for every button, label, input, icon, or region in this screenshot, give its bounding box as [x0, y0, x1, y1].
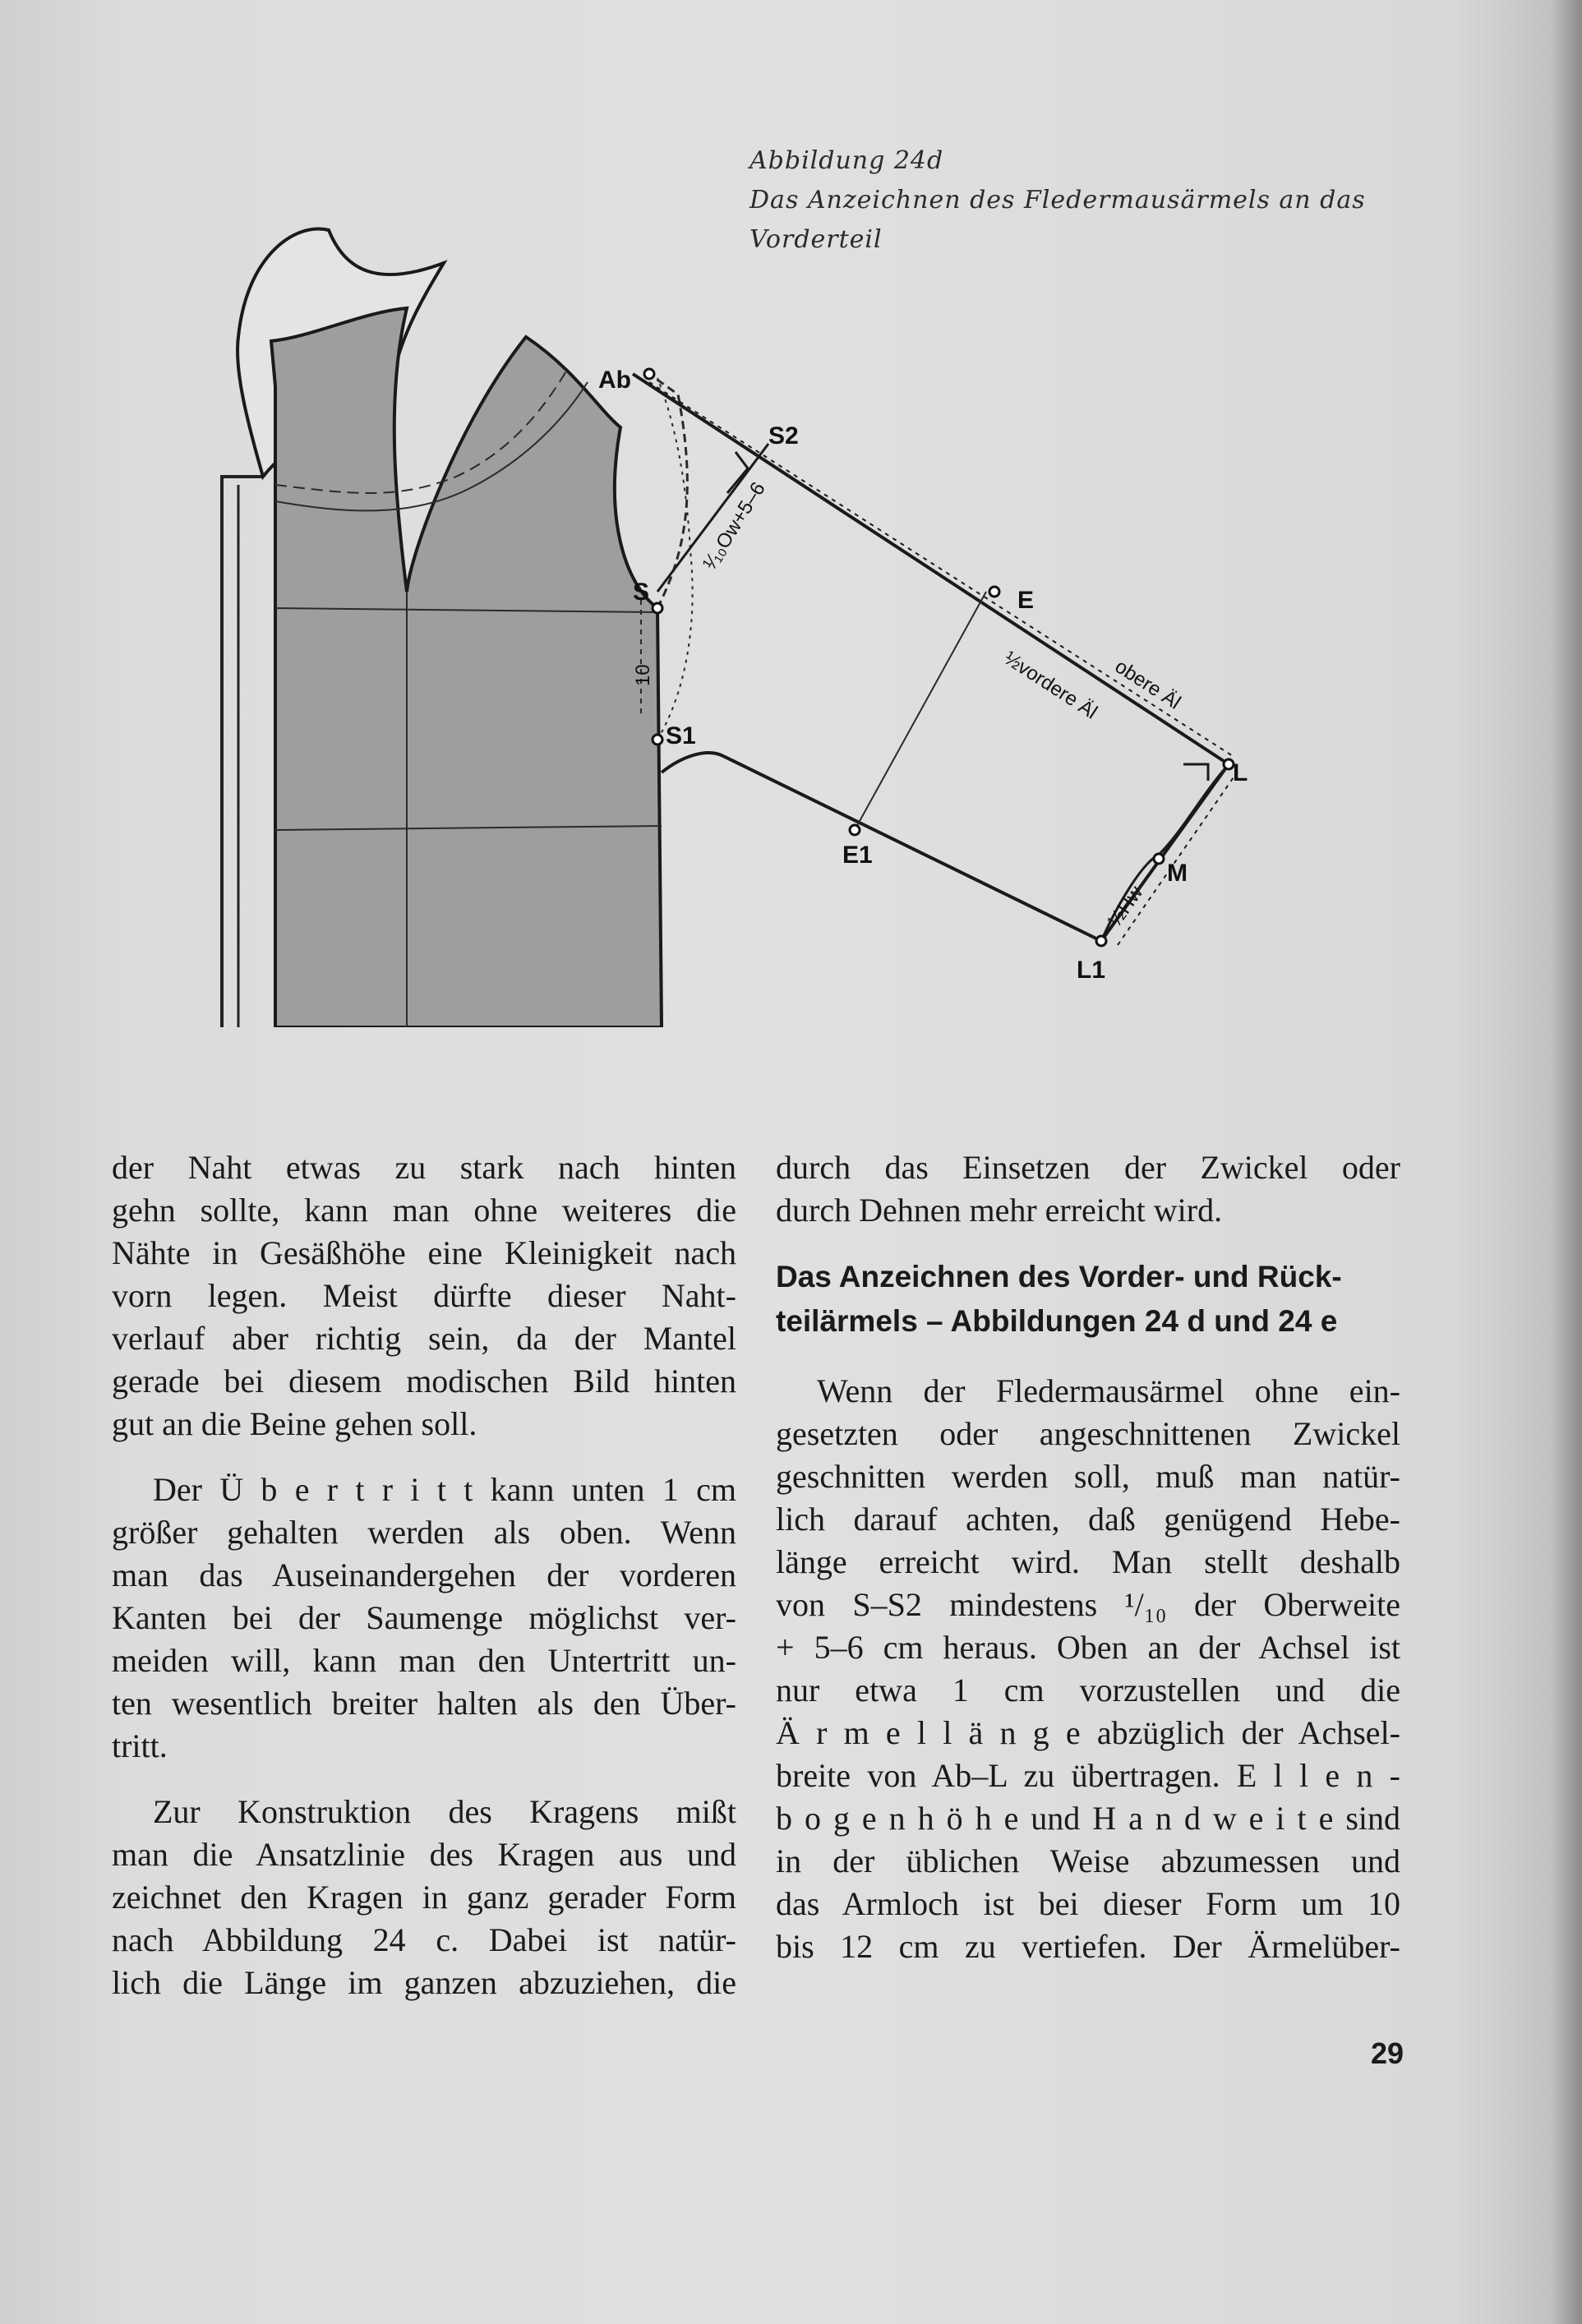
- frame-line-outer: [222, 477, 263, 1027]
- text-line: lich darauf achten, daß genügend Hebe-: [776, 1501, 1400, 1538]
- caption-title: Abbildung 24d: [749, 146, 944, 175]
- point-m: [1154, 854, 1164, 864]
- text-line: gesetzten oder angeschnittenen Zwickel: [776, 1415, 1400, 1452]
- text-line: durch Dehnen mehr erreicht wird.: [776, 1192, 1223, 1229]
- heading-line: teilärmels – Abbildungen 24 d und 24 e: [776, 1304, 1338, 1338]
- paragraph-left-2: [112, 1469, 736, 1768]
- text-line: größer gehalten werden als oben. Wenn: [112, 1514, 736, 1551]
- text-line: lich die Länge im ganzen abzuziehen, die: [112, 1964, 736, 2001]
- section-heading: [776, 1255, 1400, 1344]
- text-line: gehn sollte, kann man ohne weiteres die: [112, 1192, 736, 1229]
- right-column: [776, 1146, 1400, 1991]
- elbow-line: [855, 592, 986, 830]
- label-measure-s-s2: ¹⁄₁₀Ow+5–6: [699, 477, 770, 574]
- pattern-diagram: [0, 205, 1582, 1027]
- point-ab: [644, 369, 654, 379]
- text-line: bis 12 cm zu vertiefen. Der Ärmelüber-: [776, 1928, 1400, 1965]
- text-line: gut an die Beine gehen soll.: [112, 1405, 477, 1442]
- sleeve-top-line: [633, 374, 1229, 764]
- label-m: M: [1167, 860, 1188, 887]
- label-obere: obere Äl: [1110, 655, 1185, 714]
- label-s1: S1: [666, 722, 696, 749]
- armhole-dot: [657, 378, 693, 740]
- paragraph-left-1: [112, 1146, 736, 1446]
- text-line: meiden will, kann man den Untertritt un-: [112, 1642, 736, 1679]
- paragraph-left-3: [112, 1791, 736, 2004]
- label-hw: ½Hw: [1103, 882, 1148, 932]
- text-line: Kanten bei der Saumenge möglichst ver-: [112, 1599, 736, 1636]
- text-line: ten wesentlich breiter halten als den Über-: [112, 1685, 736, 1722]
- text-line: Ä r m e l l ä n g e abzüglich der Achsel-: [776, 1714, 1400, 1751]
- text-line: tritt.: [112, 1727, 168, 1764]
- text-line: vorn legen. Meist dürfte dieser Naht-: [112, 1277, 736, 1314]
- corner-mark-l: [1183, 764, 1208, 781]
- sleeve-top-dash: [649, 382, 1233, 756]
- text-line: b o g e n h ö h e und H a n d w e i t e sind: [776, 1800, 1400, 1837]
- label-s: S: [633, 579, 650, 606]
- text-line: Nähte in Gesäßhöhe eine Kleinigkeit nach: [112, 1234, 736, 1271]
- label-e: E: [1017, 587, 1035, 614]
- text-line: gerade bei diesem modischen Bild hinten: [112, 1363, 736, 1399]
- lower-dash: [1118, 772, 1237, 945]
- text-line: durch das Einsetzen der Zwickel oder: [776, 1149, 1400, 1186]
- text-line: länge erreicht wird. Man stellt deshalb: [776, 1543, 1400, 1580]
- point-e1: [850, 825, 860, 835]
- text-line: Wenn der Fledermausärmel ohne ein-: [817, 1372, 1400, 1409]
- text-line: von S–S2 mindestens ¹/₁₀ der Oberweite: [776, 1586, 1400, 1623]
- text-line: Zur Konstruktion des Kragens mißt: [153, 1793, 736, 1830]
- text-line: in der üblichen Weise abzumessen und: [776, 1842, 1400, 1879]
- text-line: breite von Ab–L zu übertragen. E l l e n -: [776, 1757, 1400, 1794]
- point-l1: [1096, 936, 1106, 946]
- label-e1: E1: [842, 842, 873, 869]
- text-line: + 5–6 cm heraus. Oben an der Achsel ist: [776, 1629, 1400, 1666]
- text-line: zeichnet den Kragen in ganz gerader Form: [112, 1879, 736, 1916]
- text-line: Der Ü b e r t r i t t kann unten 1 cm: [153, 1471, 736, 1508]
- label-l: L: [1233, 759, 1248, 786]
- label-vordere: ½vordere Äl: [999, 647, 1101, 724]
- text-line: man die Ansatzlinie des Kragen aus und: [112, 1836, 736, 1873]
- text-line: das Armloch ist bei dieser Form um 10: [776, 1885, 1400, 1922]
- label-ab: Ab: [598, 367, 631, 394]
- page-number: 29: [1371, 2036, 1404, 2070]
- label-l1: L1: [1077, 957, 1106, 984]
- front-body-shaded: [271, 308, 662, 1027]
- caption-line-1: Das Anzeichnen des Fledermausärmels an das: [749, 186, 1366, 214]
- point-s: [653, 603, 662, 613]
- label-measure-10: 10: [632, 664, 654, 686]
- text-line: verlauf aber richtig sein, da der Mantel: [112, 1320, 736, 1357]
- paragraph-right-2: [776, 1370, 1400, 1968]
- text-line: geschnitten werden soll, muß man natür-: [776, 1458, 1400, 1495]
- text-line: nach Abbildung 24 c. Dabei ist natür-: [112, 1921, 736, 1958]
- left-column: [112, 1146, 736, 2027]
- text-line: der Naht etwas zu stark nach hinten: [112, 1149, 736, 1186]
- label-s2: S2: [768, 422, 799, 450]
- heading-line: Das Anzeichnen des Vorder- und Rück-: [776, 1260, 1342, 1293]
- paragraph-right-1: [776, 1146, 1400, 1232]
- caption-line-2: Vorderteil: [749, 225, 883, 254]
- text-line: man das Auseinandergehen der vorderen: [112, 1556, 736, 1593]
- point-s1: [653, 735, 662, 745]
- text-line: nur etwa 1 cm vorzustellen und die: [776, 1672, 1400, 1708]
- point-e: [989, 587, 999, 597]
